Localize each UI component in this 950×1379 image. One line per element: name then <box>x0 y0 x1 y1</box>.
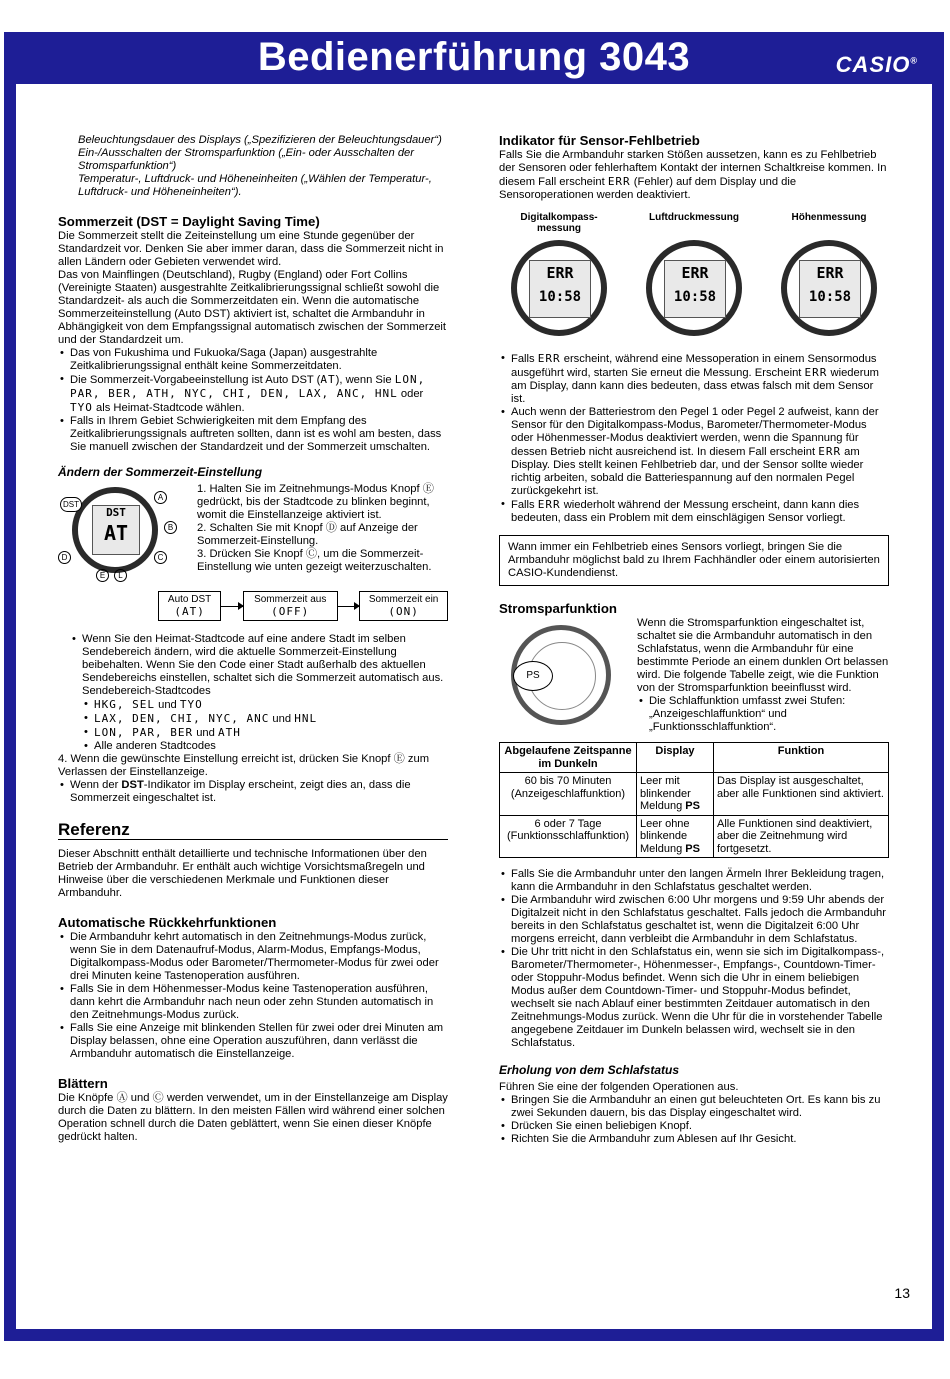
sensor-watch-row <box>499 212 889 336</box>
text: oder <box>397 388 424 400</box>
lcd-code: ERR <box>818 445 842 458</box>
auto-return-bullet: • Die Armbanduhr kehrt automatisch in den Zeitnehmungs-Modus zurück, wenn Sie in dem Datenaufruf-Modus, Alarm-Modus, Empfangs-Modus, Digitalkompass-Modus oder Barometer/Thermometer-Modus für zwei oder drei Minuten keine Tastenoperation ausführen. <box>70 931 448 983</box>
lcd-code: ERR <box>804 366 828 379</box>
watch-caption: Höhenmessung <box>791 212 867 223</box>
sensor-bullet <box>511 498 889 525</box>
intro-line: Beleuchtungsdauer des Displays („Spezifizieren der Beleuchtungsdauer“) <box>78 134 442 146</box>
button-a-label: A <box>154 491 167 504</box>
page-body <box>16 84 932 1329</box>
step: 2. Schalten Sie mit Knopf Ⓓ auf Anzeige der Sommerzeit-Einstellung. <box>197 522 418 547</box>
watch-face <box>646 240 742 336</box>
codes-label: Sendebereich-Stadtcodes <box>82 685 211 697</box>
intro-line: Temperatur-, Luftdruck- und Höheneinheiten („Wählen der Temperatur-, Luftdruck- und Höheneinheiten“). <box>78 173 432 198</box>
page-title: Bedienerführung 3043 <box>257 35 691 79</box>
cycle-code: (ON) <box>388 605 419 618</box>
city-code-group <box>94 740 448 753</box>
text: Leer mit blinkender Meldung <box>640 775 691 812</box>
watch-compass <box>499 212 619 336</box>
cycle-code: (AT) <box>174 605 205 618</box>
city-code-group <box>94 698 448 712</box>
button-l-label: L <box>114 569 127 582</box>
button-b-label: B <box>164 521 177 534</box>
steps <box>193 483 448 583</box>
registered-mark: ® <box>910 55 918 66</box>
dst-bullets <box>58 347 448 454</box>
auto-return-bullet: • Falls Sie eine Anzeige mit blinkenden Stellen für zwei oder drei Minuten am Display belassen, ohne eine Operation auszuführen, dann verlässt die Armbanduhr automatisch die Einstellanzeige. <box>70 1022 448 1061</box>
sensor-bullet <box>511 352 889 406</box>
sleep-bullets <box>499 868 889 1050</box>
header-bar <box>4 32 944 85</box>
service-note-box: Wann immer ein Fehlbetrieb eines Sensors vorliegt, bringen Sie die Armbanduhr möglichst bald zu Ihrem Fachhändler oder einem autorisierten CASIO-Kundendienst. <box>499 535 889 586</box>
step: 3. Drücken Sie Knopf Ⓒ, um die Sommerzeit-Einstellung wie unten gezeigt weiterzuschalten. <box>197 548 432 573</box>
recovery-bullet: • Drücken Sie einen beliebigen Knopf. <box>511 1120 889 1133</box>
lcd-code: TYO <box>70 401 93 414</box>
sleep-bullet: • Falls Sie die Armbanduhr unter den langen Ärmeln Ihrer Bekleidung tragen, kann die Armbanduhr in den Schlafstatus geschaltet werden. <box>511 868 889 894</box>
arrow-icon <box>221 606 243 607</box>
dst-bullet: • Falls in Ihrem Gebiet Schwierigkeiten mit dem Empfang des Zeitkalibrierungssignals auftreten sollten, dann ist es wohl am besten, dass Sie manuell zwischen der Standardzeit und der Sommerzeit umschalten. <box>70 415 448 454</box>
text: am Display. Dies stellt keinen Fehlbetrieb dar, und der Sensor sollte wieder richtig arbeiten, sobald die Batteriespannung auf den normalen Pegel zurückgekehrt ist. <box>511 446 864 497</box>
sensor-error-heading: Indikator für Sensor-Fehlbetrieb <box>499 133 700 148</box>
table-cell <box>637 773 714 816</box>
text: Falls <box>511 353 538 365</box>
table-row <box>500 815 889 858</box>
bold-text: DST <box>121 779 144 791</box>
dst-indicator-bullet <box>70 779 448 805</box>
dst-cycle-diagram <box>158 591 448 621</box>
change-dst-heading: Ändern der Sommerzeit-Einstellung <box>58 465 263 479</box>
lcd-main: AT <box>103 521 129 545</box>
cycle-label: Sommerzeit aus <box>254 594 327 605</box>
recovery-bullets <box>499 1094 889 1146</box>
city-code-groups <box>58 698 448 753</box>
watch-caption: Luftdruckmessung <box>648 212 739 223</box>
power-bullet: • Die Schlaffunktion umfasst zwei Stufen: „Anzeigeschlaffunktion“ und „Funktionsschlaffunktion“. <box>649 695 889 734</box>
arrow-icon <box>338 606 360 607</box>
watch-face <box>511 240 607 336</box>
reference-paragraph: Dieser Abschnitt enthält detaillierte und technische Informationen über den Betrieb der Armbanduhr. Er enthält auch wichtige Vorsichtsmaßregeln und Hinweise über die verschiedenen Merkmale und Funktionen dieser Armbanduhr. <box>58 848 427 899</box>
table-cell <box>637 815 714 858</box>
watch-lcd <box>664 260 726 318</box>
city-code-group <box>94 726 448 740</box>
bold-text: PS <box>685 800 700 812</box>
cycle-auto-dst <box>158 591 221 621</box>
table-header: Display <box>637 743 714 773</box>
text: als Heimat-Stadtcode wählen. <box>92 402 245 414</box>
left-column <box>58 134 448 1144</box>
lcd-top: DST <box>106 506 126 519</box>
text: Auch wenn der Batteriestrom den Pegel 1 oder Pegel 2 aufweist, kann der Sensor für den Digitalkompass-Modus, Barometer/Thermometer-Modus oder Höhenmesser-Modus deaktiviert werden, wenn die Spannung für dessen Betrieb nicht ausreichend ist. In diesem Fall erscheint <box>511 406 879 458</box>
lcd-err: ERR <box>816 264 844 282</box>
intro-line: Ein-/Ausschalten der Stromsparfunktion („Ein- oder Ausschalten der Stromsparfunktion“) <box>78 147 414 172</box>
text: Die Sommerzeit-Vorgabeeinstellung ist Auto DST ( <box>70 374 321 386</box>
button-d-label: D <box>58 551 71 564</box>
lcd-code: ATH <box>217 726 241 739</box>
text: -Indikator im Display erscheint, zeigt dies an, dass die Sommerzeit eingeschaltet ist. <box>70 779 411 804</box>
watch-lcd <box>529 260 591 318</box>
home-city-bullets <box>58 633 448 698</box>
text: und <box>154 699 180 711</box>
lcd-code: LON, PAR, BER, ATH, NYC, CHI, DEN, LAX, ANC, HNL <box>70 373 426 400</box>
button-e-label: E <box>96 569 109 582</box>
recovery-bullet: • Bringen Sie die Armbanduhr an einen gut beleuchteten Ort. Es kann bis zu zwei Sekunden dauern, bis das Display eingeschaltet wird. <box>511 1094 889 1120</box>
text: ), wenn Sie <box>335 374 395 386</box>
sensor-error-bullets <box>499 352 889 525</box>
cycle-label: Sommerzeit ein <box>368 594 439 605</box>
table-cell: 60 bis 70 Minuten (Anzeigeschlaffunktion) <box>500 773 637 816</box>
recovery-heading: Erholung von dem Schlafstatus <box>499 1063 680 1077</box>
text: Falls <box>511 499 538 511</box>
table-cell: Das Display ist ausgeschaltet, aber alle Funktionen sind aktiviert. <box>714 773 889 816</box>
change-dst-block <box>58 483 448 583</box>
dst-heading: Sommerzeit (DST = Daylight Saving Time) <box>58 214 320 229</box>
watch-diagram <box>58 483 193 583</box>
watch-lcd <box>799 260 861 318</box>
power-paragraph: Wenn die Stromsparfunktion eingeschaltet ist, schaltet sie die Armbanduhr automatisch in den Schlafstatus, wenn die Armbanduhr für eine bestimmte Periode an einem dunklen Ort belassen wird. Die folgende Tabelle zeigt, wie die Funktion von der Stromsparfunktion beeinflusst wird. <box>637 617 889 694</box>
recovery-paragraph: Führen Sie eine der folgenden Operationen aus. <box>499 1081 739 1093</box>
dst-indicator-bullets <box>58 779 448 805</box>
lcd-code: HKG, SEL <box>94 698 155 711</box>
lcd-err: ERR <box>681 264 709 282</box>
ps-indicator-bubble: PS <box>513 661 553 691</box>
sensor-bullet <box>511 406 889 498</box>
text: erscheint, während eine Messoperation in einem Sensormodus ausgeführt wird, starten Sie erneut die Messung. Erscheint <box>511 353 877 379</box>
lcd-code: ERR <box>537 352 561 365</box>
cycle-label: Auto DST <box>167 594 212 605</box>
step: 4. Wenn die gewünschte Einstellung erreicht ist, drücken Sie Knopf Ⓔ zum Verlassen der Einstellanzeige. <box>58 753 430 778</box>
sleep-bullet: • Die Armbanduhr wird zwischen 6:00 Uhr morgens und 9:59 Uhr abends der Digitalzeit nicht in den Schlafstatus geschaltet. Falls jedoch die Armbanduhr bereits in den Schlafstatus geschaltet ist, wenn die Digitalzeit 6:00 Uhr morgens erreicht, dann verbleibt die Armbanduhr in dem Schlafstatus. <box>511 894 889 946</box>
cycle-dst-on <box>359 591 448 621</box>
lcd-code: HNL <box>294 712 318 725</box>
lcd-time: 10:58 <box>808 289 852 305</box>
text: Wenn Sie den Heimat-Stadtcode auf eine andere Stadt im selben Sendebereich ändern, wird die aktuelle Sommerzeit-Einstellung beibehalten. Wenn Sie den Code einer Stadt außerhalb des aktuellen Sendebereichs einstellen, schaltet sich die Sommerzeit automatisch aus. <box>82 633 444 684</box>
watch-altimeter <box>769 212 889 336</box>
page-number: 13 <box>894 1285 910 1301</box>
text: Leer ohne blinkende Meldung <box>640 817 690 855</box>
text: wiederum am Display, dann kann dies bedeuten, dass etwas falsch mit dem Sensor ist. <box>511 367 879 405</box>
lcd-code: LAX, DEN, CHI, NYC, ANC <box>94 712 270 725</box>
cycle-dst-off <box>243 591 338 621</box>
home-city-bullet <box>82 633 448 698</box>
casio-logo <box>836 52 918 78</box>
power-bullets <box>637 695 889 734</box>
recovery-bullet: • Richten Sie die Armbanduhr zum Ablesen auf Ihr Gesicht. <box>511 1133 889 1146</box>
power-saving-block <box>499 617 889 734</box>
button-c-label: C <box>154 551 167 564</box>
lcd-code: ERR <box>537 498 561 511</box>
step: 1. Halten Sie im Zeitnehmungs-Modus Knopf Ⓔ gedrückt, bis der Stadtcode zu blinken beginnt, womit die Einstellanzeige aktiviert ist. <box>197 483 434 521</box>
table-row <box>500 773 889 816</box>
lcd-code: TYO <box>179 698 203 711</box>
text: wiederholt während der Messung erscheint, dann kann dies bedeuten, dass ein Problem mit dem einschlägigen Sensor vorliegt. <box>511 499 860 524</box>
ps-watch-diagram <box>499 617 637 725</box>
table-header: Abgelaufene Zeitspanne im Dunkeln <box>500 743 637 773</box>
right-column <box>499 134 889 1146</box>
lcd-code: ERR <box>607 175 631 188</box>
scroll-heading: Blättern <box>58 1076 108 1091</box>
text: (Fehler) auf dem Display und die Sensoroperationen werden deaktiviert. <box>499 176 797 201</box>
auto-return-heading: Automatische Rückkehrfunktionen <box>58 915 277 930</box>
auto-return-bullet: • Falls Sie in dem Höhenmesser-Modus keine Tastenoperation ausführen, dann kehrt die Armbanduhr nach neun oder zehn Stunden automatisch in den Zeitnehmungs-Modus zurück. <box>70 983 448 1022</box>
watch-face <box>72 487 158 573</box>
dst-bullet: • Das von Fukushima und Fukuoka/Saga (Japan) ausgestrahlte Zeitkalibrierungssignal enthält keine Sommerzeitdaten. <box>70 347 448 373</box>
scroll-paragraph: Die Knöpfe Ⓐ und Ⓒ werden verwendet, um in der Einstellanzeige am Display durch die Daten zu blättern. In den meisten Fällen wird während einer solchen Operation schnell durch die Daten geblättert, wenn Sie einen dieser Knöpfe gedrückt halten. <box>58 1092 448 1143</box>
city-code-group <box>94 712 448 726</box>
text: Wenn der <box>70 779 122 791</box>
sleep-bullet: • Die Uhr tritt nicht in den Schlafstatus ein, wenn sie sich im Digitalkompass-, Barometer/Thermometer-, Höhenmesser-, Empfangs-, Countdown-Timer- oder Stoppuhr-Modus befindet. Wenn sich die Uhr in einem beliebigen Modus außer dem Countdown-Timer- und Stoppuhr-Modus befindet, wechselt sie nach Ablauf einer bestimmten Zeitdauer automatisch in den Zeitnehmungs-Modus zurück. Wenn die Uhr für die in vorstehender Tabelle angegebene Zeitdauer im Dunkeln belassen wird, wechselt sie in den Schlafstatus. <box>511 946 889 1050</box>
table-cell: Alle Funktionen sind deaktiviert, aber die Zeitnehmung wird fortgesetzt. <box>714 815 889 858</box>
auto-return-bullets <box>58 931 448 1061</box>
lcd-code: LON, PAR, BER <box>94 726 194 739</box>
watch-face <box>781 240 877 336</box>
power-saving-table <box>499 742 889 858</box>
dst-indicator-label: DST <box>60 497 82 512</box>
intro-list <box>58 134 448 199</box>
text: Alle anderen Stadtcodes <box>94 740 216 752</box>
cycle-code: (OFF) <box>271 605 310 618</box>
table-header-row <box>500 743 889 773</box>
reference-heading: Referenz <box>58 823 448 840</box>
watch-barometer <box>634 212 754 336</box>
watch-caption: Digitalkompass-messung <box>520 212 598 234</box>
power-saving-heading: Stromsparfunktion <box>499 601 617 616</box>
lcd-err: ERR <box>546 264 574 282</box>
text: Falls Sie die Armbanduhr starken Stößen aussetzen, kann es zu Fehlbetrieb der Sensoren oder fehlerhaftem Kontakt der internen Schaltkreise kommen. In diesem Fall erscheint <box>499 149 887 188</box>
lcd-time: 10:58 <box>673 289 717 305</box>
text: und <box>269 713 295 725</box>
page-frame <box>4 32 944 1341</box>
power-text <box>637 617 889 734</box>
lcd-code: AT <box>320 373 336 386</box>
table-header: Funktion <box>714 743 889 773</box>
lcd-time: 10:58 <box>538 289 582 305</box>
text: und <box>193 727 218 739</box>
dst-bullet <box>70 373 448 415</box>
watch-lcd <box>92 505 140 555</box>
table-cell: 6 oder 7 Tage (Funktionsschlaffunktion) <box>500 815 637 858</box>
dst-paragraph-2: Das von Mainflingen (Deutschland), Rugby (England) oder Fort Collins (Vereinigte Staaten) ausgestrahlte Zeitkalibrierungssignal schließt sowohl die Standardzeit- als auch die Sommerzeitdaten ein. Wenn die automatische Sommerzeiteinstellung (Auto DST) aktiviert ist, schaltet die Armbanduhr in Abhängigkeit von dem Empfangssignal automatisch zwischen der Sommerzeit und der Standardzeit um. <box>58 269 447 346</box>
dst-paragraph-1: Die Sommerzeit stellt die Zeiteinstellung um eine Stunde gegenüber der Standardzeit vor. Denken Sie aber immer daran, dass die Sommerzeit nicht in allen Ländern oder Gebieten verwendet wird. <box>58 230 444 268</box>
bold-text: PS <box>685 842 700 855</box>
brand-text: CASIO <box>835 52 911 77</box>
sensor-error-paragraph <box>499 149 889 202</box>
